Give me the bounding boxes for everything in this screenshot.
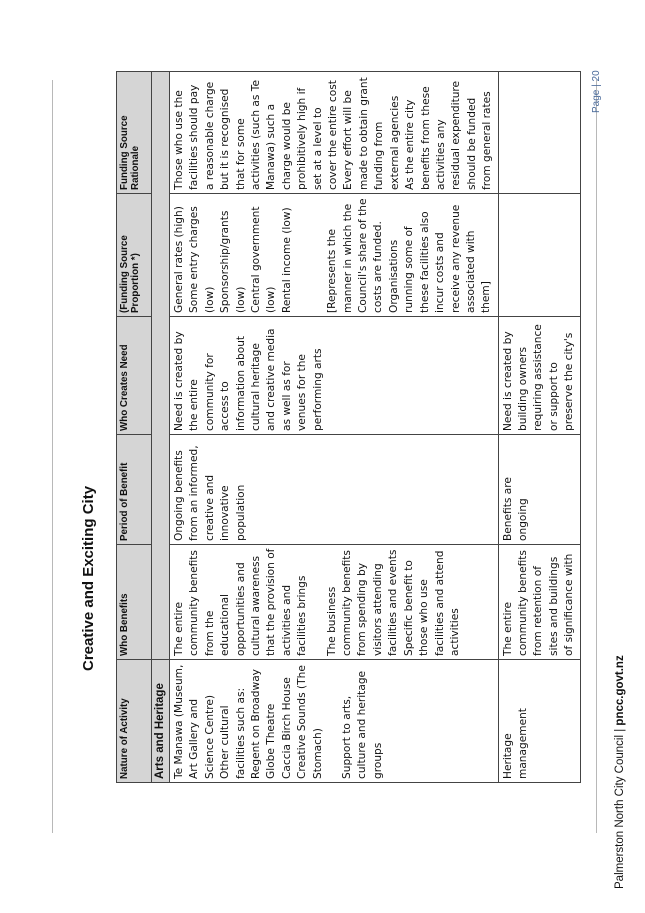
header-period: Period of Benefit xyxy=(117,435,152,545)
section-title: Creative and Exciting City xyxy=(80,485,97,671)
row2-who-creates: Need is created by building owners requiring assistance or support to preserve the city's xyxy=(498,317,580,435)
header-who-benefits: Who Benefits xyxy=(117,545,152,660)
activity-globe: Globe Theatre xyxy=(265,703,278,779)
group-cell xyxy=(152,72,170,660)
activity-support-groups: Support to arts, culture and heritage groups xyxy=(341,670,384,779)
table-header-row xyxy=(117,72,152,783)
funding-central-government: Central government (low) xyxy=(250,206,278,313)
row1-activity xyxy=(170,660,499,783)
activity-caccia-birch: Caccia Birch House xyxy=(280,677,293,779)
row1-who-benefits xyxy=(170,545,499,660)
page-number xyxy=(591,70,602,113)
row2-rationale xyxy=(498,72,580,194)
funding-table xyxy=(116,71,581,783)
header-funding-source: (Funding Source Proportion *) xyxy=(117,194,152,317)
funding-note: [Represents the manner in which the Council's share of the costs are funded. Organisations running some of these facilities also incur costs and receive any revenue associated with them] xyxy=(326,198,493,313)
row1-who-creates: Need is created by the entire community for access to information about cultural heritage and creative media as well as for venues for the performing arts xyxy=(170,317,499,435)
row1-funding-source xyxy=(170,194,499,317)
row2-activity: Heritage management xyxy=(498,660,580,783)
funding-general-rates: General rates (high) xyxy=(173,206,185,313)
funding-entry-charges: Some entry charges (low) xyxy=(188,206,216,313)
header-who-creates: Who Creates Need xyxy=(117,317,152,435)
table-row xyxy=(498,72,580,783)
row2-who-benefits: The entire community benefits from retention of sites and buildings of significance with xyxy=(498,545,580,660)
page-label: Page xyxy=(591,89,602,113)
benefits-specific: Specific benefit to those who use facilities and attend activities xyxy=(402,550,461,656)
header-activity: Nature of Activity xyxy=(117,660,152,783)
header-rationale: Funding Source Rationale xyxy=(117,72,152,194)
footer-org xyxy=(614,655,626,889)
table-row xyxy=(170,72,499,783)
activity-te-manawa: Te Manawa (Museum, Art Gallery and Science Centre) xyxy=(173,664,216,779)
footer-separator: | xyxy=(614,725,626,735)
row2-funding-source xyxy=(498,194,580,317)
row2-period: Benefits are ongoing xyxy=(498,435,580,545)
group-row xyxy=(152,72,170,783)
page-number-value: 20 xyxy=(591,70,602,82)
benefits-business: The business community benefits from spending by visitors attending facilities and events xyxy=(325,549,400,656)
footer-website: pncc.govt.nz xyxy=(614,655,626,726)
activity-creative-sounds: Creative Sounds (The Stomach) xyxy=(296,665,324,779)
funding-sponsorship: Sponsorship/grants (low) xyxy=(219,210,247,313)
footer-org-name: Palmerston North City Council xyxy=(614,734,626,889)
benefits-community: The entire community benefits from the educational opportunities and cultural awareness that the provision of activities and facilities brings xyxy=(173,548,309,656)
rationale-general-rates: As the entire city benefits from these activities any residual expenditure should be funded from general rates xyxy=(404,80,494,190)
activity-regent: Regent on Broadway xyxy=(250,669,263,779)
row1-period: Ongoing benefits from an informed, creative and innovative population xyxy=(170,435,499,545)
funding-rental-income: Rental income (low) xyxy=(280,207,293,313)
page-separator: | xyxy=(591,81,602,90)
group-label: Arts and Heritage xyxy=(152,660,170,783)
rationale-users-pay: Those who use the facilities should pay a reasonable charge but it is recognised that for some activities (such as Te Manawa) such a charge would be prohibitively high if set at a level to cover the entire cost xyxy=(173,80,340,190)
rationale-grant-funding: Every effort will be made to obtain grant funding from external agencies xyxy=(342,77,401,190)
activity-other-facilities: Other cultural facilities such as: xyxy=(219,687,247,779)
row1-rationale xyxy=(170,72,499,194)
